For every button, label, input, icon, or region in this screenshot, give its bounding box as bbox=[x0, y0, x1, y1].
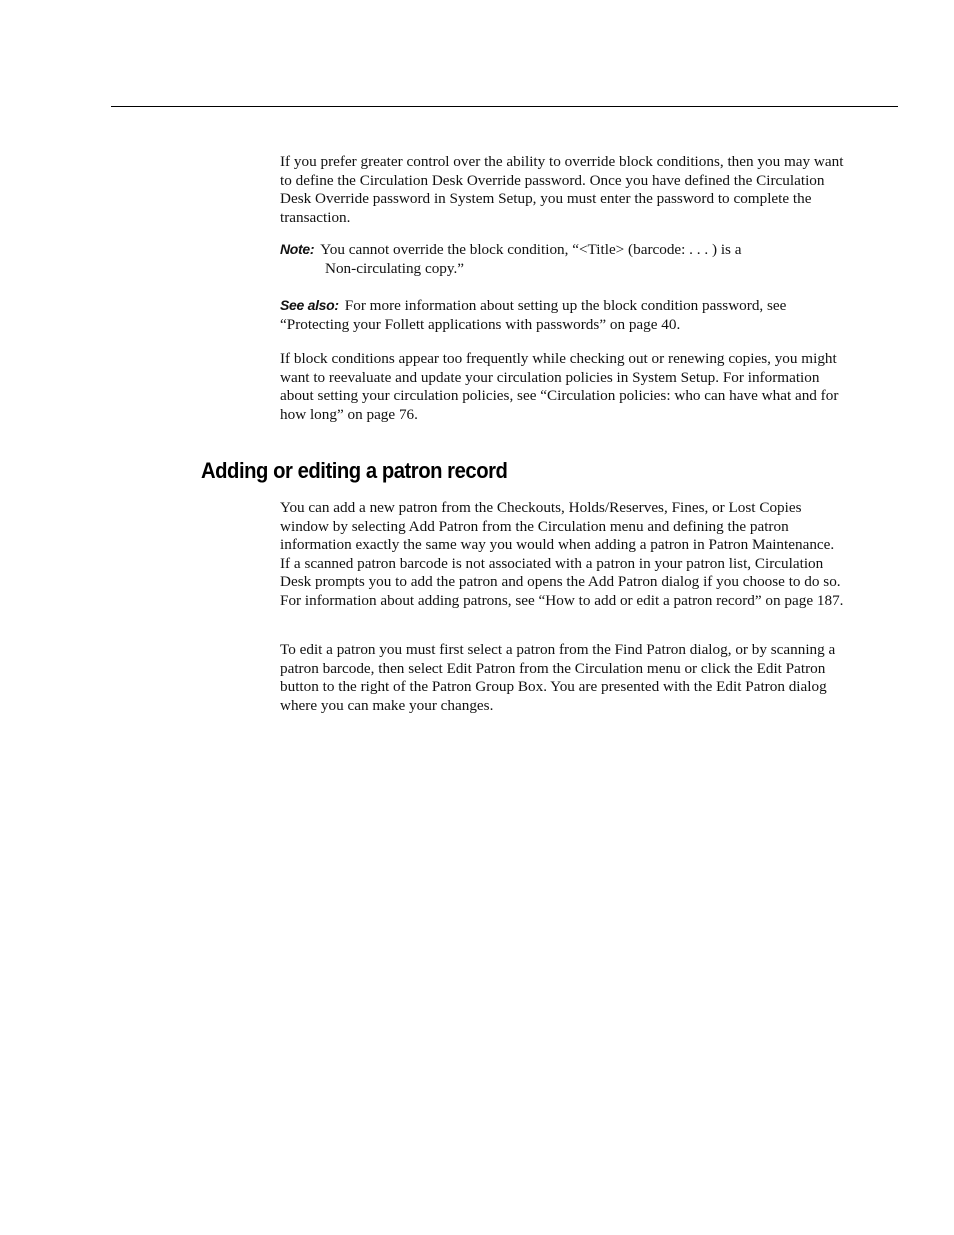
intro-paragraph: If you prefer greater control over the ability to override block conditions, then you may want to define the Circulation Desk Override password. Once you have defined the Circulation Desk Override password in System Setup, you must enter the password to complete the transaction. bbox=[280, 153, 844, 226]
see-also-block bbox=[280, 296, 845, 334]
see-also-paragraph bbox=[280, 296, 845, 334]
add-patron-paragraph: You can add a new patron from the Checkouts, Holds/Reserves, Fines, or Lost Copies window by selecting Add Patron from the Circulation menu and defining the patron information exactly the same way you would when adding a patron in Patron Maintenance. If a scanned patron barcode is not associated with a patron in your patron list, Circulation Desk prompts you to add the patron and opens the Add Patron dialog if you choose to do so. For information about adding patrons, see “How to add or edit a patron record” on page 187. bbox=[280, 499, 844, 609]
edit-patron-paragraph: To edit a patron you must first select a patron from the Find Patron dialog, or by scanning a patron barcode, then select Edit Patron from the Circulation menu or click the Edit Patron button to the right of the Patron Group Box. You are presented with the Edit Patron dialog where you can make your changes. bbox=[280, 641, 836, 714]
section-heading: Adding or editing a patron record bbox=[201, 458, 508, 483]
note-text-line-1: You cannot override the block condition, “<Title> (barcode: . . . ) is a bbox=[320, 241, 742, 258]
edit-patron-paragraph-block bbox=[280, 641, 845, 715]
block-conditions-paragraph-block bbox=[280, 350, 845, 424]
see-also-text: For more information about setting up the block condition password, see “Protecting your Follett applications with passwords” on page 40. bbox=[280, 297, 787, 333]
header-rule bbox=[111, 106, 898, 107]
add-patron-paragraph-block bbox=[280, 499, 845, 611]
note-label: Note: bbox=[280, 241, 315, 257]
block-conditions-paragraph: If block conditions appear too frequently while checking out or renewing copies, you might want to reevaluate and update your circulation policies in System Setup. For information about setting your circulation policies, see “Circulation policies: who can have what and for how long” on page 76. bbox=[280, 350, 839, 423]
note-text-line-2: Non-circulating copy.” bbox=[325, 259, 465, 277]
intro-paragraph-block bbox=[280, 153, 845, 227]
note-line-1 bbox=[280, 240, 845, 260]
see-also-label: See also: bbox=[280, 297, 339, 313]
note-block bbox=[280, 240, 845, 278]
